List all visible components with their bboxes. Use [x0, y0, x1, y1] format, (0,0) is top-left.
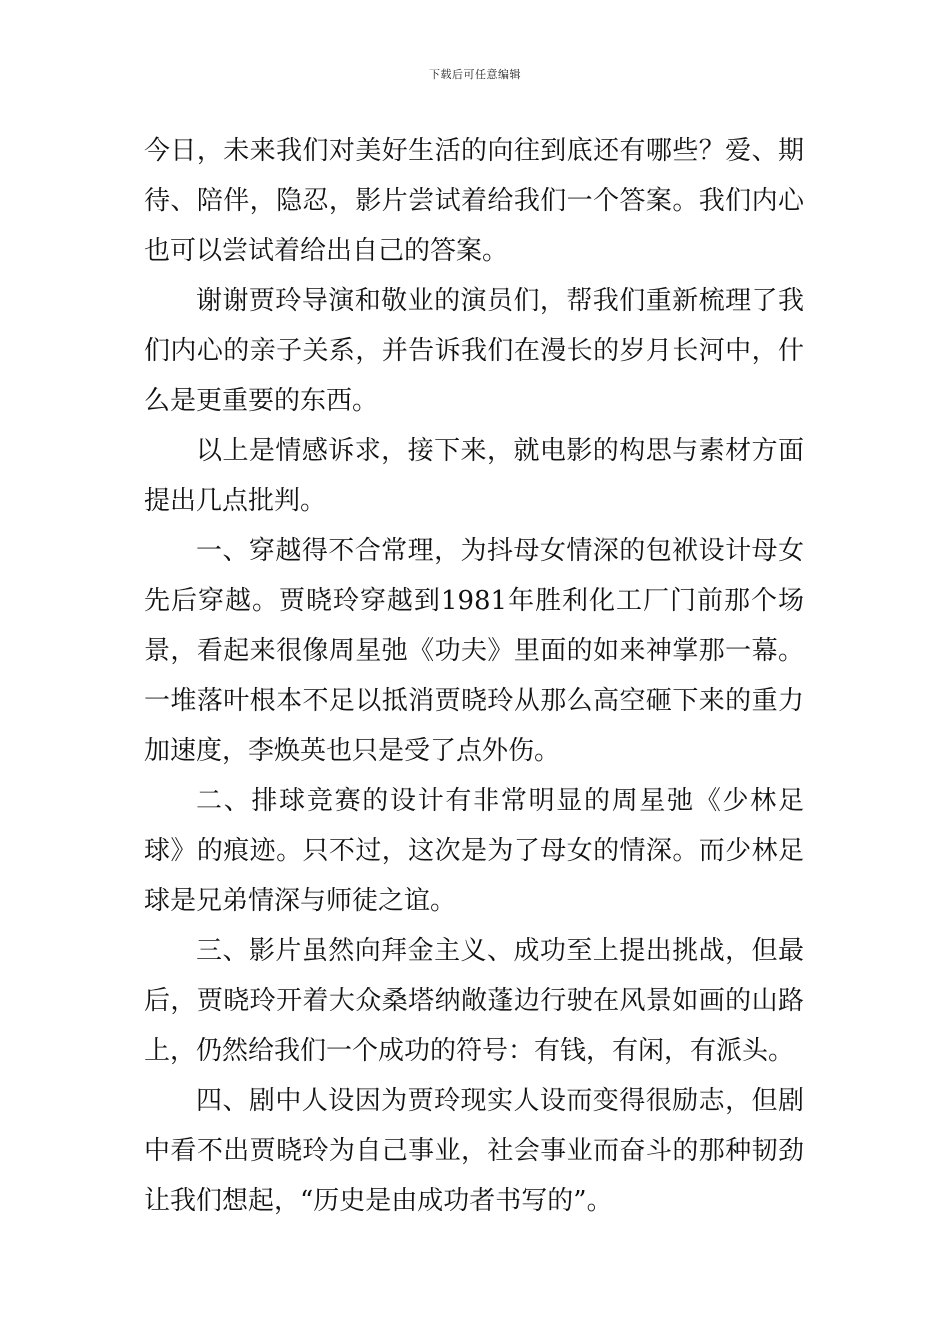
paragraph-transition: 以上是情感诉求，接下来，就电影的构思与素材方面提出几点批判。 — [144, 436, 804, 516]
paragraph-continuation: 今日，未来我们对美好生活的向往到底还有哪些？爱、期待、陪伴，隐忍，影片尝试着给我们一个答案。我们内心也可以尝试着给出自己的答案。 — [144, 136, 804, 266]
paragraph-point-two: 二、排球竞赛的设计有非常明显的周星弛《少林足球》的痕迹。只不过，这次是为了母女的情深。而少林足球是兄弟情深与师徒之谊。 — [144, 786, 804, 916]
document-body — [144, 126, 804, 1226]
page-header: 下载后可任意编辑 — [429, 68, 521, 81]
paragraph-thanks: 谢谢贾玲导演和敬业的演员们，帮我们重新梳理了我们内心的亲子关系，并告诉我们在漫长的岁月长河中，什么是更重要的东西。 — [144, 286, 804, 416]
paragraph-point-one: 一、穿越得不合常理，为抖母女情深的包袱设计母女先后穿越。贾晓玲穿越到1981年胜利化工厂门前那个场景，看起来很像周星弛《功夫》里面的如来神掌那一幕。一堆落叶根本不足以抵消贾晓玲从那么高空砸下来的重力加速度，李焕英也只是受了点外伤。 — [144, 536, 804, 766]
paragraph-point-three: 三、影片虽然向拜金主义、成功至上提出挑战，但最后，贾晓玲开着大众桑塔纳敞蓬边行驶在风景如画的山路上，仍然给我们一个成功的符号：有钱，有闲，有派头。 — [144, 936, 804, 1066]
paragraph-point-four: 四、剧中人设因为贾玲现实人设而变得很励志，但剧中看不出贾晓玲为自己事业，社会事业而奋斗的那种韧劲让我们想起，“历史是由成功者书写的”。 — [144, 1086, 804, 1216]
